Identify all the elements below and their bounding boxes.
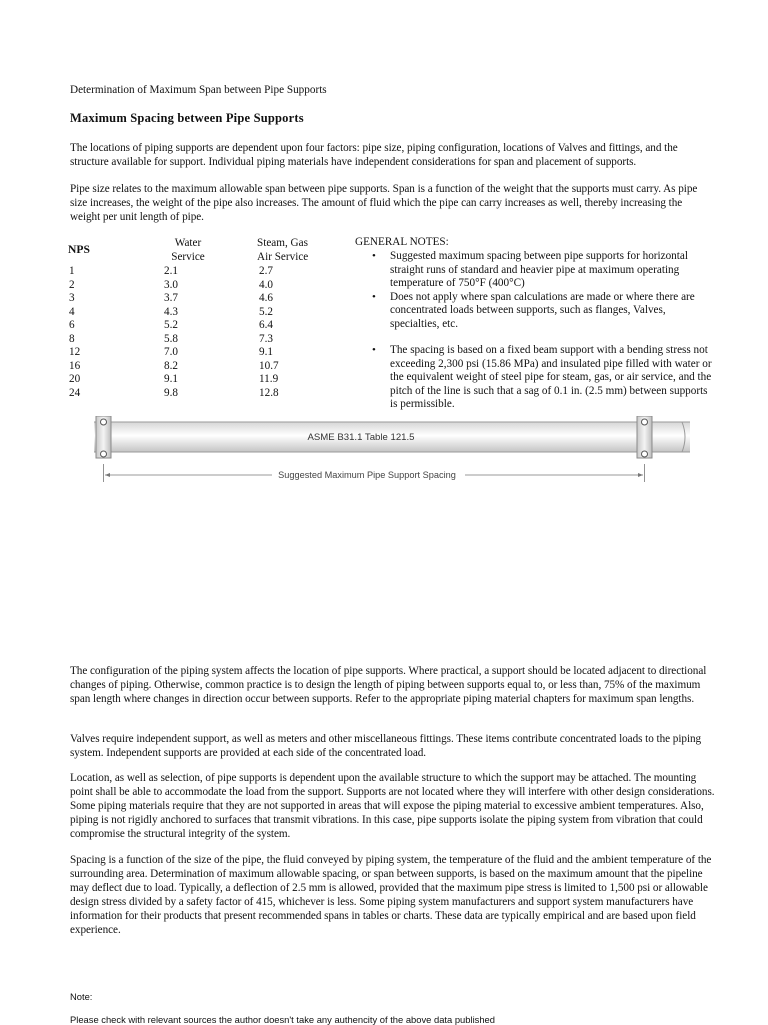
list-item: • Suggested maximum spacing between pipe supports for horizontal straight runs of standard and heavier pipe at maximum operating temperature of 750°F (400°C) [372,250,712,291]
table-cell-water: 2.1 [164,265,178,277]
table-cell-water: 5.8 [164,332,178,345]
paragraph-pipe-size: Pipe size relates to the maximum allowable span between pipe supports. Span is a function of the weight that the supports must carry. As pipe size increases, the weight of the pipe also increases. The amount of fluid which the pipe can carry increases as well, thereby increasing the weight per unit length of pipe. [70,183,698,223]
table-cell-steam: 6.4 [259,319,273,331]
dimension-label: Suggested Maximum Pipe Support Spacing [278,470,456,480]
paragraph-configuration: The configuration of the piping system affects the location of pipe supports. Where practical, a support should be located adjacent to directional changes of piping. Otherwise, common practice is to design the length of piping between supports equal to, or less than, 75% of the maximum span length where changes in direction occur between supports. Refer to the appropriate piping material chapters for maximum span lengths. [70,665,707,705]
table-cell-water: 5.2 [164,319,178,331]
general-notes-title: GENERAL NOTES: [355,236,449,248]
table-cell-steam: 4.0 [259,278,273,291]
paragraph-spacing: Spacing is a function of the size of the pipe, the fluid conveyed by piping system, the temperature of the fluid and the ambient temperature of the surrounding area. Determination of maximum allowable spacing, or span between supports, is based on the maximum amount that the pipeline may deflect due to load. Typically, a deflection of 2.5 mm is allowed, provided that the maximum pipe stress is limited to 1,500 psi or allowable design stress divided by a safety factor of 415, whichever is less. Some piping system manufacturers and support system manufacturers have information for their products that present recommended spans in tables or charts. These data are typically empirical and are based upon field experience. [70,854,712,936]
table-cell-nps: 4 [69,305,75,318]
note-label: Note: [70,991,93,1002]
table-cell-water: 3.7 [164,292,178,304]
paragraph-valves: Valves require independent support, as well as meters and other miscellaneous fittings. These items contribute concentrated loads to the piping system. Independent supports are provided at each side of the concentrated load. [70,733,702,759]
table-cell-steam: 10.7 [259,359,279,372]
table-cell-water: 9.1 [164,373,178,385]
table-header-water: Water Service [171,237,205,263]
document-title: Determination of Maximum Span between Pipe Supports [70,84,327,96]
table-cell-water: 7.0 [164,346,178,358]
paragraph-location: Location, as well as selection, of pipe supports is dependent upon the available structure to which the support may be attached. The mounting point shall be able to accommodate the load from the support. Supports are not located where they will interfere with other design considerations. Some piping materials require that they are not supported in areas that will expose the piping material to excessive ambient temperatures. Also, piping is not rigidly anchored to surfaces that transmit vibrations. In this case, pipe supports isolate the piping system from vibration that could compromise the structural integrity of the system. [70,772,715,840]
table-cell-nps: 16 [69,359,81,372]
right-pipe-support [637,416,652,458]
general-notes-list [372,250,712,412]
table-cell-nps: 3 [69,292,75,304]
list-item: • Does not apply where span calculations are made or where there are concentrated loads between supports, such as flanges, Valves, specialties, etc. [372,291,712,332]
table-cell-nps: 1 [69,265,75,277]
pipe-label: ASME B31.1 Table 121.5 [307,432,415,443]
table-cell-steam: 9.1 [259,346,273,358]
table-cell-nps: 24 [69,386,81,399]
left-pipe-support [96,416,111,458]
table-cell-nps: 8 [69,332,75,345]
table-cell-water: 9.8 [164,386,178,399]
table-header-steam: Steam, Gas Air Service [257,237,309,263]
table-cell-steam: 12.8 [259,386,279,399]
table-cell-nps: 2 [69,278,75,291]
table-cell-nps: 6 [69,319,75,331]
table-cell-steam: 4.6 [259,292,273,304]
table-cell-steam: 11.9 [259,373,279,385]
table-cell-nps: 20 [69,373,81,385]
table-cell-steam: 7.3 [259,332,273,345]
list-item: • The spacing is based on a fixed beam support with a bending stress not exceeding 2,300 psi (15.86 MPa) and insulated pipe filled with water or the equivalent weight of steel pipe for steam, gas, or air service, and the pitch of the line is such that a sag of 0.1 in. (2.5 mm) between supports is permissible. [372,344,712,412]
pipe-support-diagram [94,416,690,488]
table-cell-nps: 12 [69,346,81,358]
table-cell-water: 4.3 [164,305,178,318]
disclaimer-text: Please check with relevant sources the author doesn't take any authencity of the above data published [70,1014,495,1025]
table-cell-water: 8.2 [164,359,178,372]
table-cell-water: 3.0 [164,278,178,291]
table-cell-steam: 5.2 [259,305,273,318]
section-heading: Maximum Spacing between Pipe Supports [70,111,304,125]
table-cell-steam: 2.7 [259,265,273,277]
table-header-nps: NPS [68,243,90,256]
paragraph-intro: The locations of piping supports are dependent upon four factors: pipe size, piping configuration, locations of Valves and fittings, and the structure available for support. Individual piping materials have independent considerations for span and placement of supports. [70,142,678,168]
